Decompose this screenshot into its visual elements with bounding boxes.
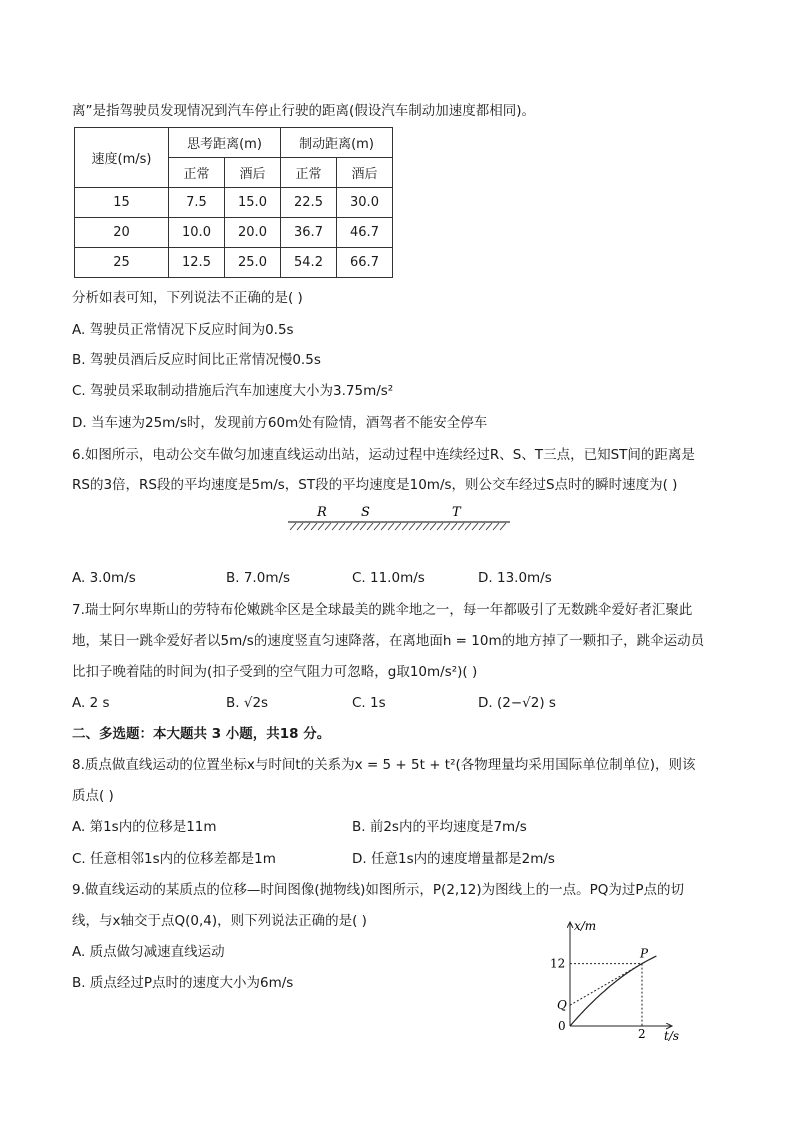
q6-option-c: C. 11.0m/s [352,570,425,586]
table-row [75,248,393,278]
table-header-brake: 制动距离(m) [281,128,393,158]
x-axis-label: t/s [664,1029,680,1042]
q5-stem: 分析如表可知，下列说法不正确的是( ) [72,290,303,306]
q5-option-d: D. 当车速为25m/s时，发现前方60m处有险情，酒驾者不能安全停车 [72,415,488,431]
section-heading-multi-choice: 二、多选题：本大题共 3 小题，共18 分。 [72,726,331,742]
table-row [75,218,393,248]
q7-option-d: D. (2−√2) s [478,695,556,711]
braking-distance-table [74,127,393,278]
q7-stem-line1: 7.瑞士阿尔卑斯山的劳特布伦嫩跳伞区是全球最美的跳伞地之一，每一年都吸引了无数跳伞爱好者汇聚此 [72,602,693,618]
q8-options-row2 [72,849,672,869]
table-cell: 46.7 [337,218,393,248]
q8-options-row1 [72,817,672,837]
ground-hatching [290,523,506,530]
q8-option-d: D. 任意1s内的速度增量都是2m/s [352,851,555,867]
q6-option-a: A. 3.0m/s [72,570,136,586]
table-subheader: 正常 [281,158,337,188]
q8-option-b: B. 前2s内的平均速度是7m/s [352,819,527,835]
table-row [75,188,393,218]
q5-option-c: C. 驾驶员采取制动措施后汽车加速度大小为3.75m/s² [72,383,394,399]
x-tick-label: 2 [638,1027,646,1041]
q9-option-b: B. 质点经过P点时的速度大小为6m/s [72,975,294,991]
q6-figure [280,500,520,536]
q8-stem-line1: 8.质点做直线运动的位置坐标x与时间t的关系为x = 5 + 5t + t²(各物理量均采用国际单位制单位)，则该 [72,757,696,773]
table-cell: 12.5 [169,248,225,278]
point-r-label: R [317,505,327,520]
q9-option-a: A. 质点做匀减速直线运动 [72,944,225,960]
table-subheader: 正常 [169,158,225,188]
table-cell: 25.0 [225,248,281,278]
table-cell: 25 [75,248,169,278]
q6-option-d: D. 13.0m/s [478,570,552,586]
y-tick-label: 12 [550,956,566,971]
q7-option-a: A. 2 s [72,695,110,711]
table-subheader: 酒后 [225,158,281,188]
table-cell: 15.0 [225,188,281,218]
q6-options [72,568,672,588]
q6-option-b: B. 7.0m/s [226,570,291,586]
q7-option-c: C. 1s [352,695,386,711]
q8-option-c: C. 任意相邻1s内的位移差都是1m [72,851,276,867]
table-subheader: 酒后 [337,158,393,188]
q8-option-a: A. 第1s内的位移是11m [72,819,217,835]
table-cell: 36.7 [281,218,337,248]
q7-stem-line2: 地，某日一跳伞爱好者以5m/s的速度竖直匀速降落，在离地面h = 10m的地方掉了一颗扣子，跳伞运动员 [72,633,705,649]
table-cell: 7.5 [169,188,225,218]
table-cell: 66.7 [337,248,393,278]
q8-stem-line2: 质点( ) [72,788,114,804]
q6-stem-line2: RS的3倍，RS段的平均速度是5m/s，ST段的平均速度是10m/s，则公交车经过S点时的瞬时速度为( ) [72,477,678,493]
q5-option-a: A. 驾驶员正常情况下反应时间为0.5s [72,322,294,338]
table-cell: 15 [75,188,169,218]
q7-stem-line3: 比扣子晚着陆的时间为(扣子受到的空气阻力可忽略，g取10m/s²)( ) [72,664,478,680]
y-axis-label: x/m [574,919,597,933]
origin-label: 0 [558,1019,566,1033]
q6-stem-line1: 6.如图所示，电动公交车做匀加速直线运动出站，运动过程中连续经过R、S、T三点，已知ST间的距离是 [72,447,695,463]
point-q-label: Q [557,998,567,1013]
point-p-label: P [640,946,649,961]
q7-option-b: B. √2s [226,695,269,711]
table-cell: 22.5 [281,188,337,218]
table-cell: 20 [75,218,169,248]
position-time-graph [548,914,688,1042]
table-cell: 20.0 [225,218,281,248]
point-t-label: T [452,505,461,520]
q7-options [72,693,672,713]
table-header-speed: 速度(m/s) [75,128,169,188]
q5-option-b: B. 驾驶员酒后反应时间比正常情况慢0.5s [72,352,321,368]
point-s-label: S [361,505,370,520]
table-cell: 30.0 [337,188,393,218]
table-header-think: 思考距离(m) [169,128,281,158]
position-curve [570,956,656,1026]
intro-line: 离”是指驾驶员发现情况到汽车停止行驶的距离(假设汽车制动加速度都相同)。 [72,103,536,119]
table-cell: 54.2 [281,248,337,278]
q9-stem-line1: 9.做直线运动的某质点的位移—时间图像(抛物线)如图所示，P(2,12)为图线上的一点。PQ为过P点的切 [72,882,685,898]
table-cell: 10.0 [169,218,225,248]
q9-stem-line2: 线，与x轴交于点Q(0,4)，则下列说法正确的是( ) [72,913,367,929]
